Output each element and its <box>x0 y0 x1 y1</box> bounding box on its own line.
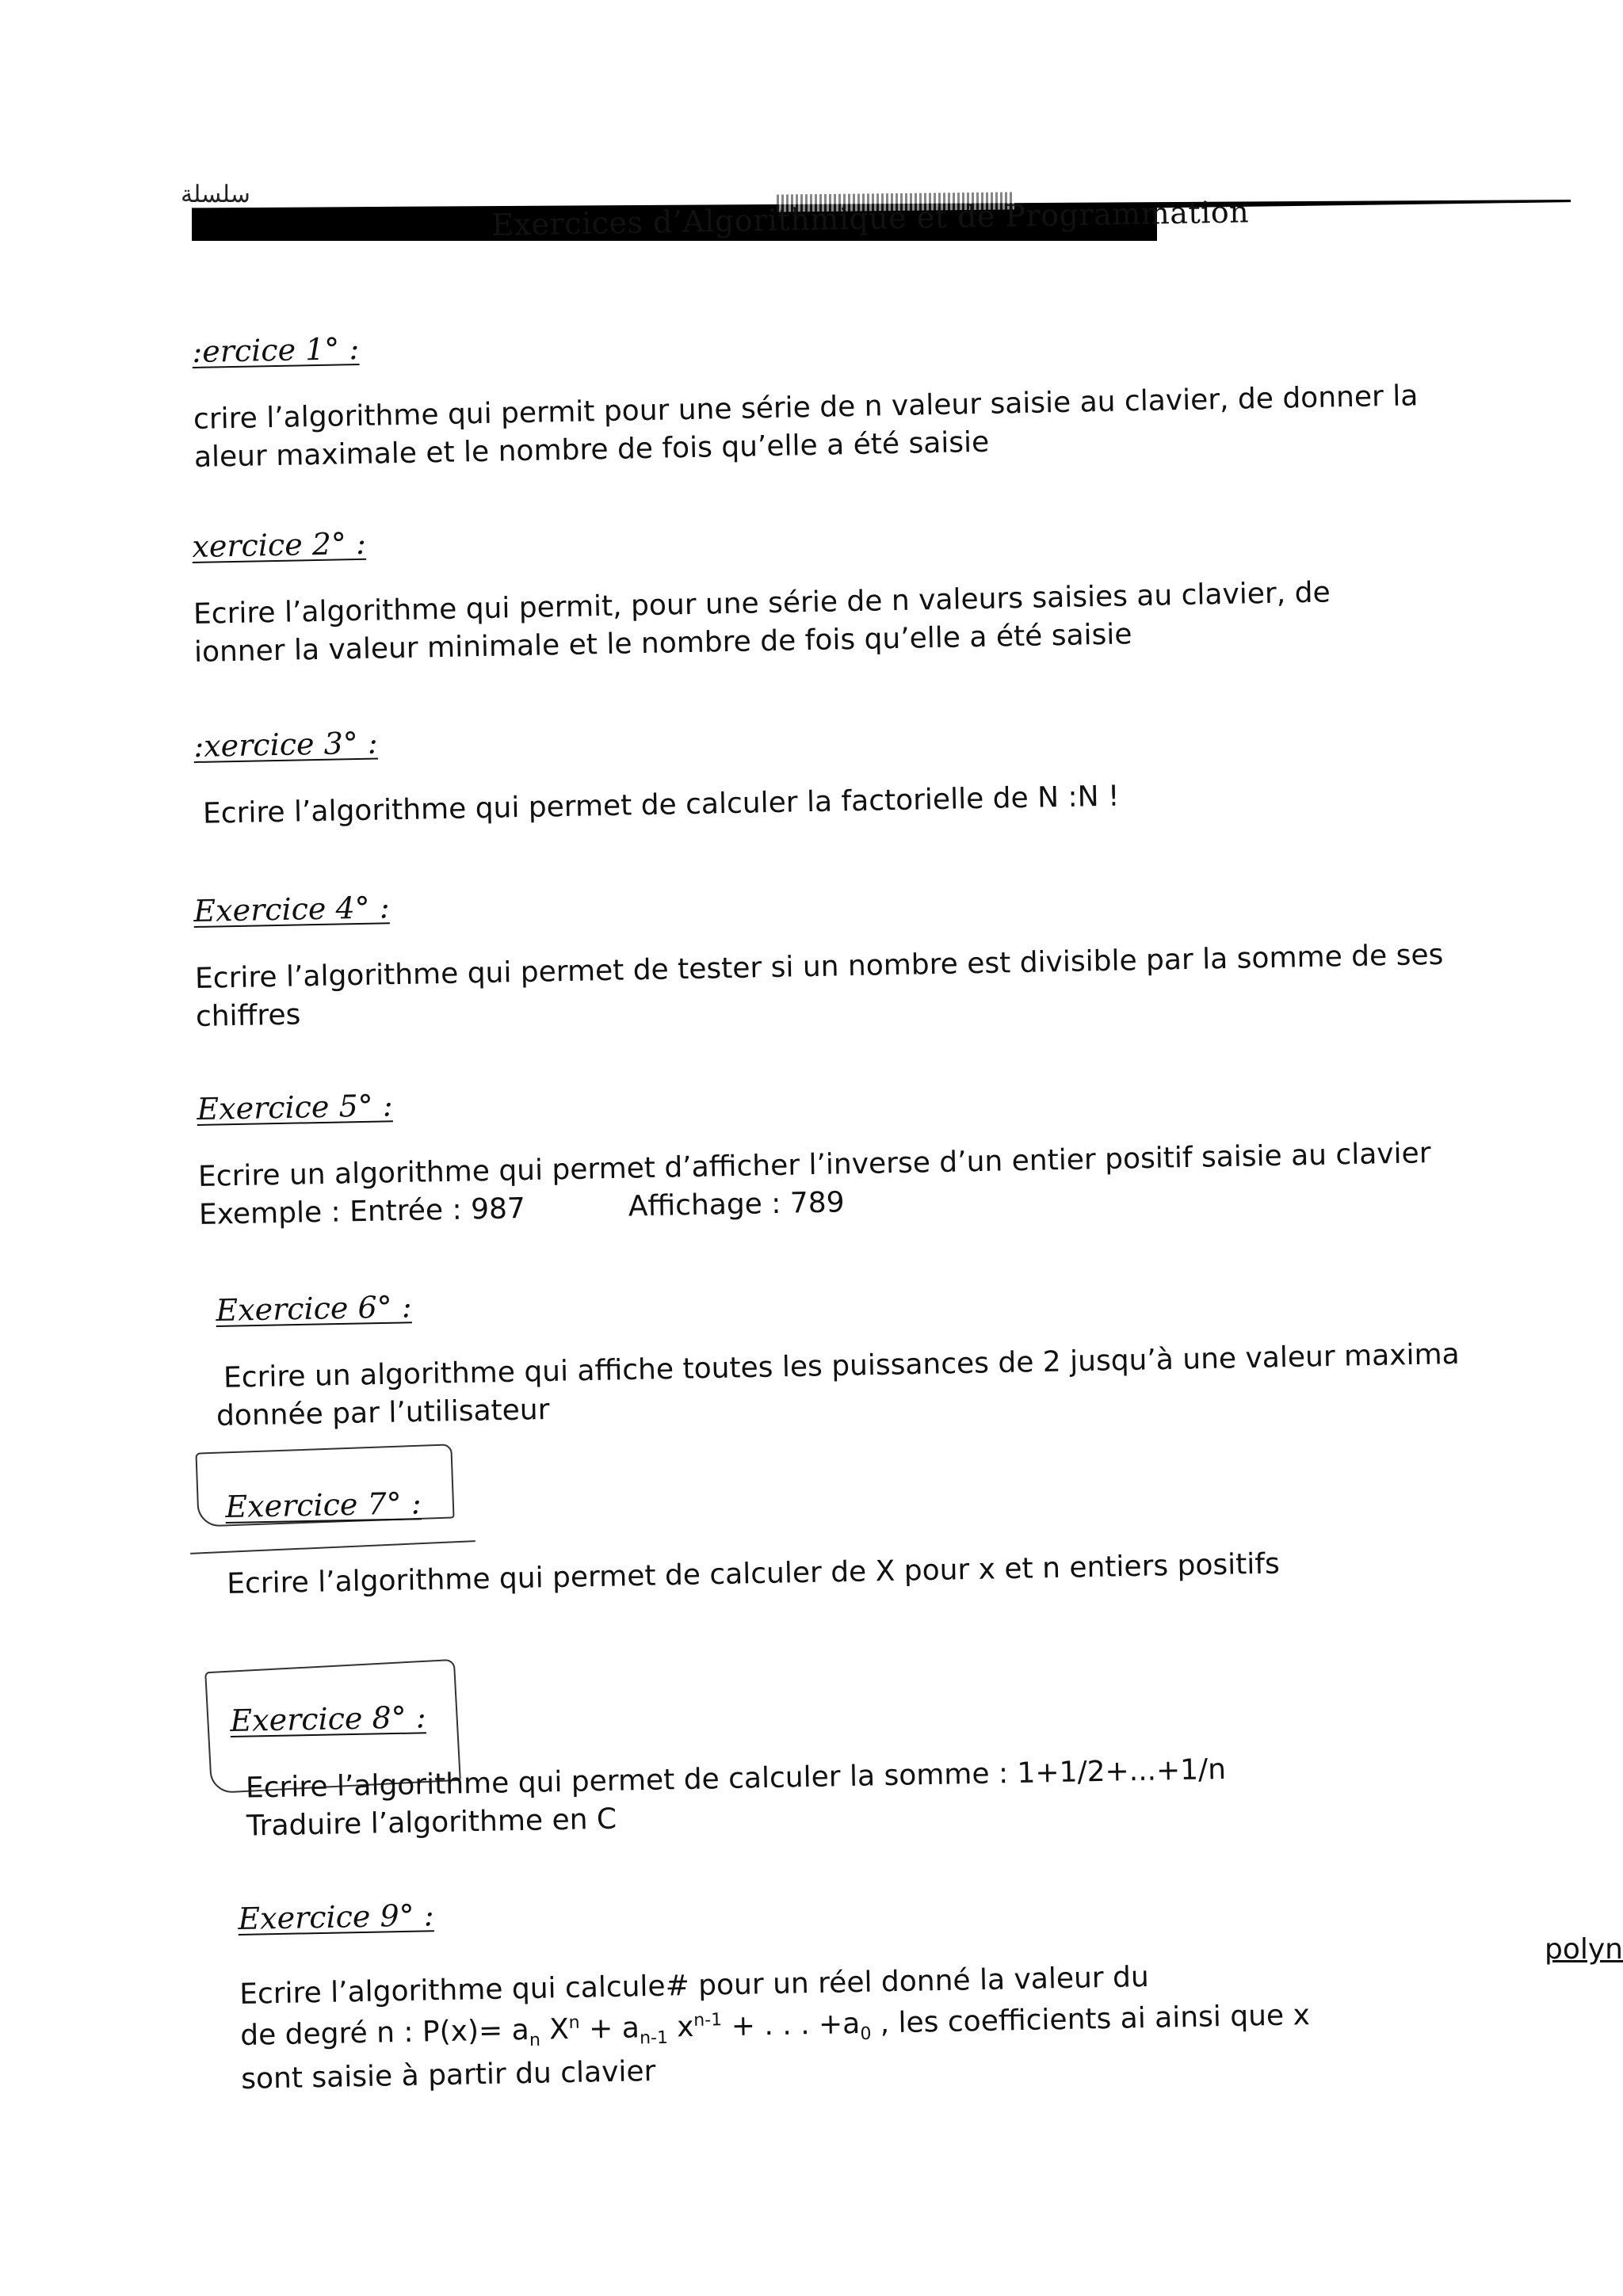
exercise-1 <box>192 311 1419 476</box>
exercise-3-title: :xercice 3° : <box>193 725 379 764</box>
exercise-4-body <box>195 936 1445 1035</box>
formula-sub-n1: n-1 <box>639 2027 669 2049</box>
exercise-1-title: :ercice 1° : <box>192 330 360 369</box>
exercise-8-body <box>246 1751 1228 1845</box>
formula-sub-n: n <box>529 2031 541 2051</box>
exercise-3-body <box>203 778 1120 833</box>
exercise-4-title: Exercice 4° : <box>193 890 390 929</box>
formula-sup-n1: n-1 <box>693 2010 723 2031</box>
corner-handwritten-mark: سلسلة <box>181 181 250 208</box>
exercise-5-example-input: Exemple : Entrée : 987 <box>198 1192 526 1231</box>
exercise-6-body <box>216 1336 1461 1435</box>
formula-sub-0: 0 <box>860 2024 872 2045</box>
exercise-5-body <box>198 1135 1432 1234</box>
exercise-1-body <box>193 377 1419 476</box>
exercise-1-line-2: aleur maximale et le nombre de fois qu’elle a été saisie <box>193 425 990 474</box>
exercise-5-line-1: Ecrire un algorithme qui permet d’afficher l’inverse d’un entier positif saisie au clavier <box>197 1137 1431 1193</box>
exercise-9-line-1-tail: polyn <box>1545 1933 1623 1966</box>
exercise-7-line-1: Ecrire l’algorithme qui permet de calculer de X pour x et n entiers positifs <box>226 1547 1281 1600</box>
formula-x2: x <box>667 2011 694 2044</box>
exercise-3-line-1: Ecrire l’algorithme qui permet de calculer la factorielle de N :N ! <box>202 780 1120 830</box>
exercise-9-body <box>239 1954 1312 2100</box>
exercise-2-line-2: ionner la valeur minimale et le nombre de fois qu’elle a été saisie <box>193 617 1132 669</box>
exercise-2-title: xercice 2° : <box>192 525 367 564</box>
formula-prefix: de degré n : P(x)= <box>239 2014 503 2053</box>
exercise-2-body <box>193 574 1331 671</box>
exercise-2-line-1: Ecrire l’algorithme qui permit, pour une série de n valeurs saisies au clavier, de <box>193 576 1331 631</box>
exercise-8-line-2: Traduire l’algorithme en C <box>246 1802 617 1843</box>
exercise-6-line-1: Ecrire un algorithme qui affiche toutes les puissances de 2 jusqu’à une valeur maxima <box>223 1337 1461 1394</box>
exercise-1-line-1: crire l’algorithme qui permit pour une série de n valeur saisie au clavier, de donner la <box>193 379 1419 436</box>
formula-suffix: , les coefficients ai ainsi que x <box>870 1999 1311 2040</box>
exercise-9-title: Exercice 9° : <box>238 1897 434 1936</box>
exercise-7-title: Exercice 7° : <box>225 1486 422 1524</box>
exercise-9-line-1: Ecrire l’algorithme qui calcule# pour un réel donné la valeur du <box>239 1960 1150 2011</box>
exercise-7 <box>225 1469 1280 1603</box>
exercise-5-title: Exercice 5° : <box>197 1088 393 1127</box>
exercise-5-example-output: Affichage : 789 <box>628 1185 845 1223</box>
exercise-8-line-1: Ecrire l’algorithme qui permet de calculer la somme : 1+1/2+...+1/n <box>245 1753 1227 1805</box>
formula-x: X <box>548 2013 570 2046</box>
exercise-6-title: Exercice 6° : <box>216 1289 412 1328</box>
exercise-9-line-3: sont saisie à partir du clavier <box>240 2055 656 2096</box>
exercise-8 <box>230 1684 1227 1845</box>
exercise-8-title: Exercice 8° : <box>230 1699 426 1738</box>
exercise-3 <box>193 711 1120 833</box>
exercise-2 <box>192 507 1331 671</box>
exercise-4-line-1: Ecrire l’algorithme qui permet de tester si un nombre est divisible par la somme de ses <box>194 938 1444 995</box>
exercise-4-line-2: chiffres <box>195 997 301 1033</box>
exercise-7-body <box>227 1545 1280 1603</box>
formula-rest: + . . . +a <box>721 2008 861 2043</box>
exercise-9 <box>238 1881 1311 2100</box>
exercise-6 <box>216 1269 1461 1435</box>
formula-a-n: a <box>511 2014 530 2047</box>
document-title: Exercices d’Algorithmique et de Programmation <box>491 194 1250 242</box>
formula-plus: + a <box>579 2012 640 2046</box>
exercise-4 <box>193 870 1445 1035</box>
exercise-5 <box>197 1068 1432 1234</box>
exercise-6-line-2: donnée par l’utilisateur <box>216 1393 550 1432</box>
formula-sup-n: n <box>568 2012 580 2034</box>
